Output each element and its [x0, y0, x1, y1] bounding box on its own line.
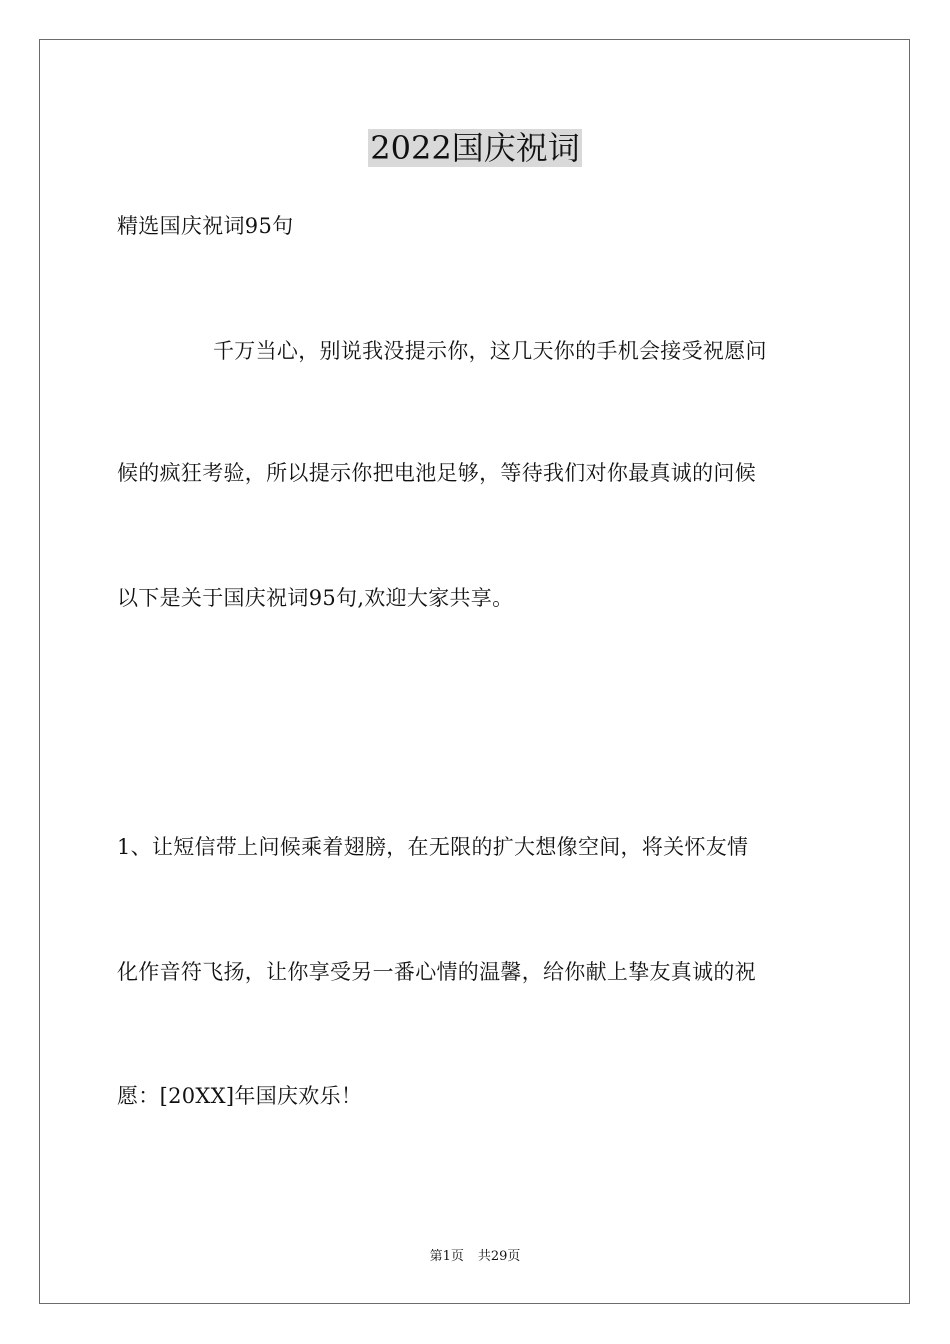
subtitle: 精选国庆祝词95句: [117, 214, 294, 238]
document-title: [0, 126, 950, 170]
intro-line-3: 以下是关于国庆祝词95句,欢迎大家共享。: [117, 586, 514, 610]
page-footer: [0, 1248, 950, 1266]
item-1-line-3: 愿：[20XX]年国庆欢乐！: [117, 1084, 363, 1108]
item-1-line-1: 1、让短信带上问候乘着翅膀，在无限的扩大想像空间，将关怀友情: [117, 835, 749, 859]
item-1-line-2: 化作音符飞扬，让你享受另一番心情的温馨，给你献上挚友真诚的祝: [117, 960, 756, 984]
document-title-text: 2022国庆祝词: [370, 129, 580, 167]
page-number: 第1页: [429, 1249, 464, 1264]
intro-line-1: 千万当心，别说我没提示你，这几天你的手机会接受祝愿问: [213, 339, 767, 363]
page-total: 共29页: [477, 1249, 521, 1264]
intro-line-2: 候的疯狂考验，所以提示你把电池足够，等待我们对你最真诚的问候: [117, 461, 756, 485]
